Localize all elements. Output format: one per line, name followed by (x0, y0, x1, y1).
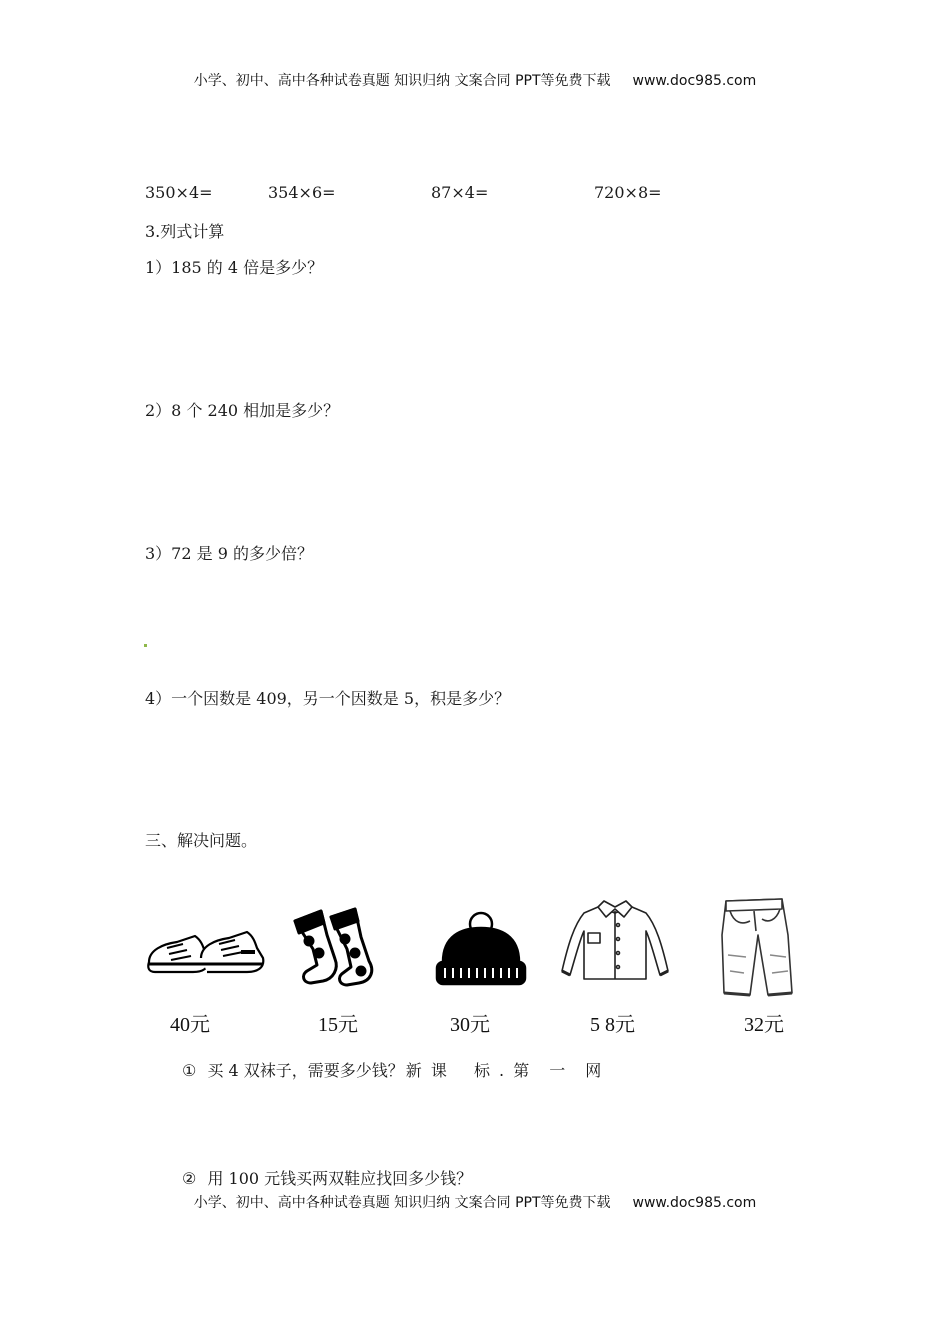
question-4: 4）一个因数是 409，另一个因数是 5，积是多少？ (145, 689, 511, 708)
price-shoes: 40元 (170, 1014, 210, 1036)
shirt-icon (558, 899, 672, 981)
problem-1-text: 买 4 双袜子，需要多少钱？ (207, 1061, 404, 1080)
footer-url: www.doc985.com (632, 1195, 757, 1211)
problem-1-number: ① (182, 1061, 197, 1080)
header-text: 小学、初中、高中各种试卷真题 知识归纳 文案合同 PPT等免费下载 (193, 73, 611, 89)
footer-text: 小学、初中、高中各种试卷真题 知识归纳 文案合同 PPT等免费下载 (193, 1195, 611, 1211)
question-2: 2）8 个 240 相加是多少？ (145, 401, 340, 420)
calc-item-3: 87×4= (431, 183, 489, 202)
pants-icon (716, 895, 796, 999)
price-shirt: 5 8元 (590, 1014, 635, 1036)
problem-2 (182, 1166, 472, 1189)
page-footer (0, 1192, 950, 1212)
socks-icon (291, 907, 391, 989)
question-3: 3）72 是 9 的多少倍？ (145, 544, 313, 563)
page-header (0, 70, 950, 90)
price-socks: 15元 (318, 1014, 358, 1036)
calc-item-4: 720×8= (594, 183, 662, 202)
problem-1 (182, 1058, 603, 1081)
calc-item-2: 354×6= (268, 183, 336, 202)
section-3-title: 3.列式计算 (145, 222, 225, 241)
stray-dot (144, 644, 147, 647)
shoes-icon (143, 922, 268, 982)
calc-item-1: 350×4= (145, 183, 213, 202)
problem-2-number: ② (182, 1169, 197, 1188)
header-url: www.doc985.com (632, 73, 757, 89)
section-solve-title: 三、解决问题。 (145, 831, 258, 850)
hat-icon (431, 910, 531, 988)
price-hat: 30元 (450, 1014, 490, 1036)
price-pants: 32元 (744, 1014, 784, 1036)
problem-2-text: 用 100 元钱买两双鞋应找回多少钱？ (207, 1169, 473, 1188)
question-1: 1）185 的 4 倍是多少？ (145, 258, 324, 277)
problem-1-watermark: 新 课 标 . 第 一 网 (405, 1061, 604, 1080)
